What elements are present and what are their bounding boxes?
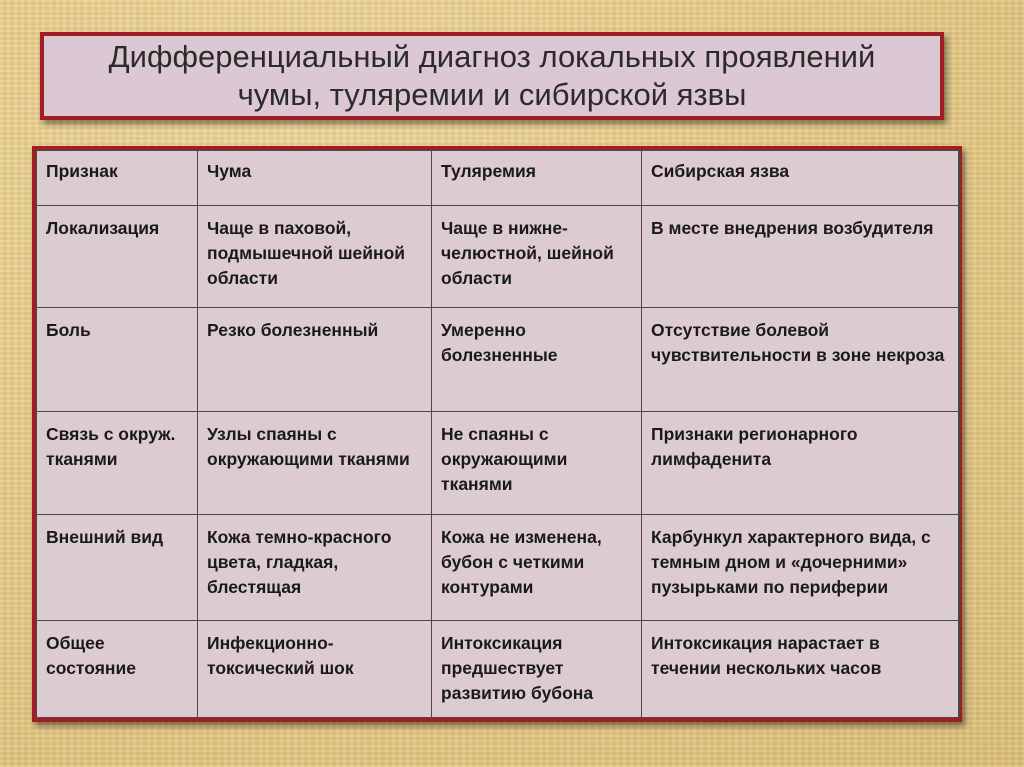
cell-sign: Локализация: [37, 206, 198, 308]
title-box: [40, 32, 944, 120]
table-row: [37, 514, 959, 621]
title-line-2: чумы, туляремии и сибирской язвы: [237, 77, 747, 112]
header-anthrax: Сибирская язва: [642, 151, 959, 206]
header-tularemia: Туляремия: [432, 151, 642, 206]
table-row: [37, 621, 959, 718]
table-header-row: [37, 151, 959, 206]
cell-tularemia: Не спаяны с окружающими тканями: [432, 411, 642, 514]
cell-plague: Кожа темно-красного цвета, гладкая, блестящая: [198, 514, 432, 621]
title-line-1: Дифференциальный диагноз локальных проявлений: [108, 39, 876, 74]
cell-sign: Внешний вид: [37, 514, 198, 621]
cell-anthrax: Признаки регионарного лимфаденита: [642, 411, 959, 514]
table-row: [37, 206, 959, 308]
diagnosis-table-container: [32, 146, 962, 722]
cell-anthrax: Карбункул характерного вида, с темным дном и «дочерними» пузырьками по периферии: [642, 514, 959, 621]
cell-plague: Чаще в паховой, подмышечной шейной области: [198, 206, 432, 308]
header-sign: Признак: [37, 151, 198, 206]
cell-anthrax: Интоксикация нарастает в течении нескольких часов: [642, 621, 959, 718]
table-row: [37, 308, 959, 412]
cell-tularemia: Интоксикация предшествует развитию бубона: [432, 621, 642, 718]
cell-plague: Резко болезненный: [198, 308, 432, 412]
cell-tularemia: Умеренно болезненные: [432, 308, 642, 412]
cell-plague: Узлы спаяны с окружающими тканями: [198, 411, 432, 514]
cell-tularemia: Кожа не изменена, бубон с четкими контурами: [432, 514, 642, 621]
header-plague: Чума: [198, 151, 432, 206]
cell-plague: Инфекционно-токсический шок: [198, 621, 432, 718]
cell-anthrax: Отсутствие болевой чувствительности в зоне некроза: [642, 308, 959, 412]
cell-sign: Боль: [37, 308, 198, 412]
cell-tularemia: Чаще в нижне-челюстной, шейной области: [432, 206, 642, 308]
table-row: [37, 411, 959, 514]
cell-sign: Связь с окруж. тканями: [37, 411, 198, 514]
differential-diagnosis-table: [36, 150, 959, 718]
cell-sign: Общее состояние: [37, 621, 198, 718]
cell-anthrax: В месте внедрения возбудителя: [642, 206, 959, 308]
